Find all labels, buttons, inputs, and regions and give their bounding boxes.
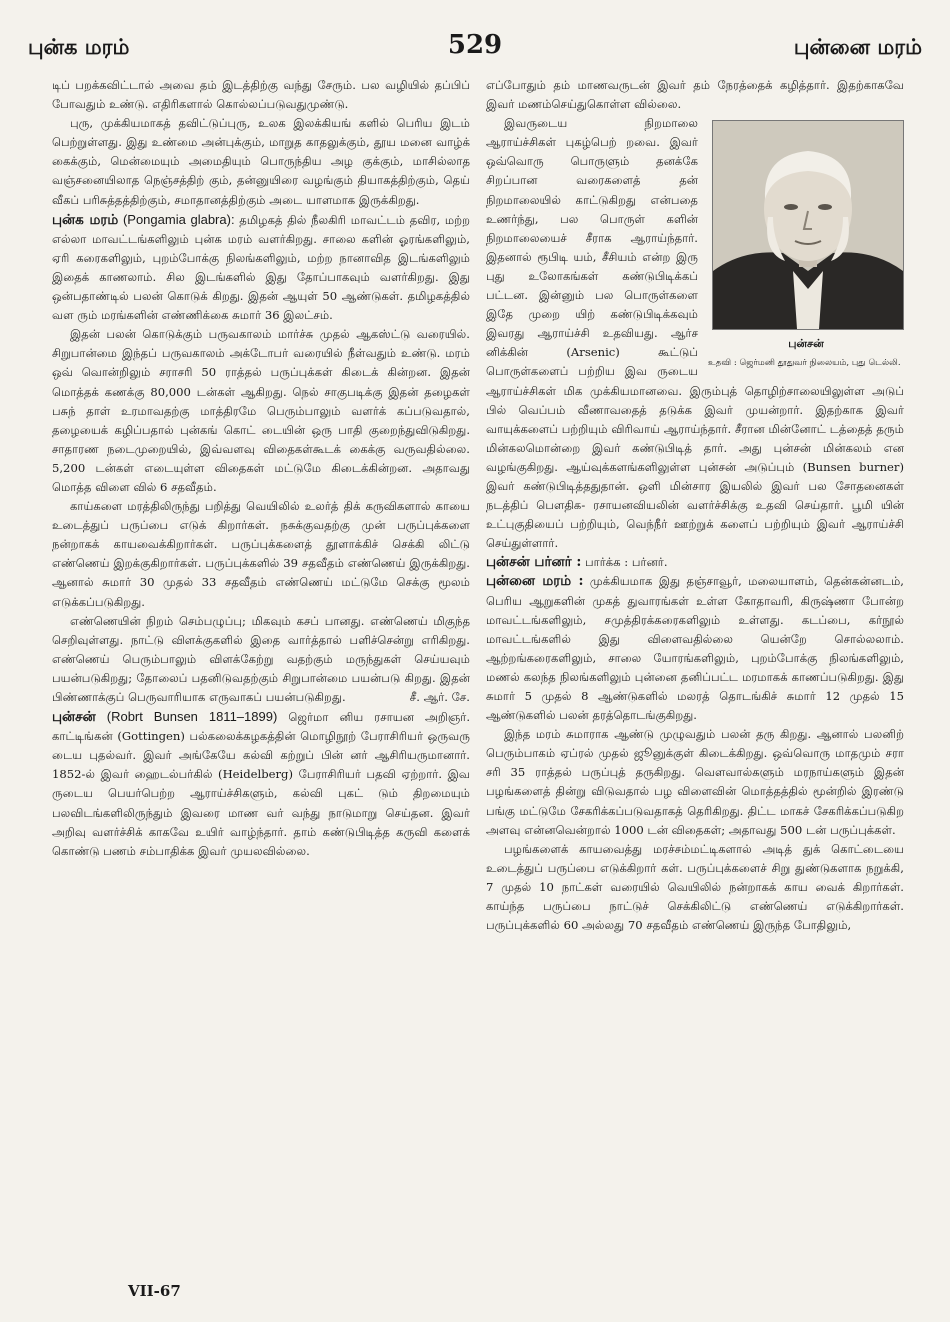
portrait-photo (712, 120, 904, 330)
paragraph: காய்களை மரத்திலிருந்து பறித்து வெயிலில் உலர்த் திக் கருவிகளால் காயை உடைத்துப் பருப்பை எடுக் கிறார்கள். நசுக்குவதற்கு முன் பருப்புக்களை நன்றாகக் காயவைக்கிறார்கள். பருப்புக்களைத் தூளாக்கிச் செக்கி லிட்டு எண்ணெய் இறக்குகிறார்கள். பருப்புக்களில் 39 சதவீதம் எண்ணெய் இருக்கிறது. ஆனால் சுமார் 30 முதல் 33 சதவீதம் எண்ணெய் மட்டுமே செக்கு மூலம் எடுக்கப்படுகிறது. (52, 499, 470, 609)
entry-heading: புன்சன் பர்னர் : (486, 554, 582, 571)
paragraph: பழங்களைக் காயவைத்து மரச்சம்மட்டிகளால் அடித் துக் கொட்டையை உடைத்துப் பருப்பை எடுக்கிறார் கள். பருப்புக்களைச் சிறு துண்டுகளாக நறுக்கி, 7 முதல் 10 நாட்கள் வரையில் வெயிலில் நன்றாகக் காய வைக் கிறார்கள். காய்ந்த பருப்பை நாட்டுச் செக்கிலிட்டு எண்ணெய் எடுக்கிறார்கள். பருப்புக்களில் 60 அல்லது 70 சதவீதம் எண்ணெய் இருந்த போதிலும், (486, 841, 904, 933)
entry-latin-name: (Robrt Bunsen 1811–1899) (106, 709, 278, 725)
cross-reference: பார்க்க : பர்னர். (585, 555, 668, 570)
right-column (486, 76, 904, 935)
entry-heading: புன்சன் (52, 709, 96, 726)
paragraph: இதன் பலன் கொடுக்கும் பருவகாலம் மார்ச்சு முதல் ஆகஸ்ட்டு வரையில். சிறுபான்மை இந்தப் பருவகாலம் அக்டோபர் வரையில் நீள்வதும் உண்டு. மரம் ஒவ் வொன்றிலும் சராசரி 50 ராத்தல் பருப்புக்கள் கிடைக் கின்றன. இதன் மொத்தக் கணக்கு 80,000 டன்கள் ஆகிறது. நெல் சாகுபடிக்கு இதன் தழைகள் பசுந் தாள் உரமாவதற்கு மாத்திரமே பெரும்பாலும் வளர்க் கப்படுவதால், தழையைக் கழிப்பதால் புன்கங் கொட் டையின் ஒரு பாதி குறைந்துவிடுகிறது. சாதாரண நடைமுறையில், இவ்வளவு விதைகள்கூடக் கைக்கு வருவதில்லை. 5,200 டன்கள் எடையுள்ள விதைகள் மட்டுமே கிடைக்கின்றன. அதாவது மொத்த விளை வில் 6 சதவீதம். (52, 327, 470, 494)
entry-punnai (486, 572, 904, 725)
paragraph: இந்த மரம் சுமாராக ஆண்டு முழுவதும் பலன் தரு கிறது. ஆனால் பலனிற் பெரும்பாகம் ஏப்ரல் முதல் ஜூனுக்குள் கிடைக்கிறது. ஒவ்வொரு மாதமும் சரா சரி 35 ராத்தல் பருப்புத் தருகிறது. வௌவால்களும் மரநாய்களும் இதன் பழங்களைத் தின்று விடுவதால் பழ விளைவின் மொத்தத்தில் மூன்றில் இரண்டு பங்கு மட்டுமே சேகரிக்கப்படுவதாகத் தெரிகிறது. திட்ட மாகச் சேகரிக்கப்படுகிற அளவு என்னவென்றால் 1000 டன் விதைகள்; அதாவது 500 டன் பருப்புக்கள். (486, 727, 904, 837)
running-head-left: புன்க மரம் (28, 34, 130, 59)
entry-latin-name: (Pongamia glabra): (122, 211, 235, 227)
paragraph-text: எண்ணெயின் நிறம் செம்பழுப்பு; மிகவும் கசப் பானது. எண்ணெய் மிகுந்த செறிவுள்ளது. நாட்டு விளக்குகளில் இதை வார்த்தால் பளிச்சென்று எரிகிறது. எண்ணெய் பெரும்பாலும் விளக்கேற்று வதற்கும் மருந்துகள் செய்யவும் பயன்படுகிறது; தோலைப் பதனிடுவதற்கும் சிறுபான்மை பயன்படு கிறது. இதன் பிண்ணாக்குப் பெருவாரியாக எருவாகப் பயன்படுகிறது. (52, 613, 470, 704)
entry-text: முக்கியமாக இது தஞ்சாவூர், மலையாளம், தென்கன்னடம், பெரிய ஆறுகளின் முகத் துவாரங்கள் உள்ள கோதாவரி, கிருஷ்ணா போன்ற மாவட்டங்களிலும், சமுத்திரக்கரைகளிலும் உள்ளது. கடப்பை, கர்நூல் மாவட்டங்களில் இது விளைவதில்லை யென்றே சொல்லலாம். ஆற்றங்கரைகளிலும், சாலை யோரங்களிலும், புறம்போக்கு நிலங்களிலும், மணல் கலந்த நிலங்களிலும் புன்னை தனிப்பட்ட மரமாகக் காணப்படுகிறது. இது சுமார் 5 முதல் 8 ஆண்டுகளில் மலரத் தொடங்கிச் சுமார் 12 முதல் 15 ஆண்டுகளில் பலன் தரத்தொடங்குகிறது. (486, 574, 904, 723)
entry-pungai (52, 210, 470, 326)
paragraph: புரு, முக்கியமாகத் தவிட்டுப்புரு, உலக இலக்கியங் களில் பெரிய இடம் பெற்றுள்ளது. இது உண்மை அன்புக்கும், மாறுத காதலுக்கும், தூய மனை வாழ்க் கைக்கும், மென்மையும் அமைதியும் பொருந்திய அழ குக்கும், மாசில்லாத வஞ்சனையிலாத நெஞ்சத்திற் கும், தன்னுயிரை வழங்கும் தியாகத்திற்கும், தெய் வீகப் பரிசுத்தத்திற்கும், சமாதானத்திற்கும் அடை யாளமாக இருக்கிறது. (52, 116, 470, 207)
entry-heading: புன்க மரம் (52, 211, 119, 228)
left-column (52, 76, 470, 861)
entry-bunsen (52, 707, 470, 861)
entry-heading: புன்னை மரம் : (486, 573, 584, 590)
page-header (28, 30, 922, 64)
figure (708, 120, 904, 369)
page-number: 529 (447, 30, 503, 60)
volume-footer: VII-67 (128, 1282, 181, 1300)
entry-text: தமிழகத் தில் நீலகிரி மாவட்டம் தவிர, மற்ற எல்லா மாவட்டங்களிலும் புன்க மரம் வளர்கிறது. சாலை களின் ஓரங்களிலும், ஏரி கரைகளிலும், புறம்போக்கு நிலங்களிலும், மற்ற நானாவித இடங்களிலும் இதைக் காணலாம். சில இடங்களில் இது தோப்பாகவும் வளர்கிறது. இது ஒன்பதாண்டில் பலன் கொடுக் கிறது. இதன் ஆயுள் 50 ஆண்டுகள். தமிழகத்தில் வள ரும் மரங்களின் எண்ணிக்கை சுமார் 36 இலட்சம். (52, 212, 470, 323)
portrait-illustration (713, 121, 903, 329)
paragraph: இவருடைய நிறமாலை ஆராய்ச்சிகள் புகழ்பெற் றவை. இவர் ஒவ்வொரு பொருளும் தனக்கே சிறப்பான வரைகளைத் தன் நிறமாலையில் காட்டுகிறது என்பதை உணர்ந்து, பல பொருள் களின் நிறமாலையைச் சீராக ஆராய்ந்தார். இதனால் ரூபிடி யம், சீசியம் என்ற இரு புது உலோகங்கள் கண்டுபிடிக்கப் பட்டன. இன்னும் பல பொருள்களை இதே முறை யிற் கண்டுபிடிக்கவும் இவரது ஆராய்ச்சி உதவியது. ஆர்ச னிக்கின் (Arsenic) கூட்டுப் பொருள்களைப் பற்றிய இவ ருடைய ஆராய்ச்சிகள் மிக முக்கியமானவை. இரும்புத் தொழிற்சாலையிலுள்ள அடுப் பில் வெப்பம் வீணாவதைத் தடுக்க இவர் முயன்றார். இதற்காக இவர் வாயுக்களைப் பற்றியும் விரிவாய் ஆராய்ந்தார். சீரான மின்னோட் டத்தைத் தரும் மின்கலமொன்றை இவர் கண்டுபிடித் தார். அது புன்சன் மின்கலம் என வழங்குகிறது. ஆய்வுக்களங்களிலுள்ள புன்சன் அடுப்பும் (Bunsen burner) இவர் கண்டுபிடித்ததுதான். ஒளி மின்சார இயலில் இவர் பல சோதனைகள் நடத்திப் பௌதிக- ரசாயனவியலின் வளர்ச்சிக்கு உதவி செய்தார். பூமி யின் உட்புகுதியைப் பற்றியும், வெந்நீர் ஊற்றுக் களைப் பற்றியும் இவர் ஆராய்ச்சி செய்துள்ளார். (486, 116, 904, 551)
paragraph (52, 612, 470, 707)
paragraph: டிப் பறக்கவிட்டால் அவை தம் இடத்திற்கு வந்து சேரும். பல வழியில் தப்பிப் போவதும் உண்டு. எதிரிகளால் கொல்லப்படுவதுமுண்டு. (52, 78, 470, 112)
photo-caption: புன்சன் (788, 337, 824, 351)
author-initials: சீ. ஆர். சே. (409, 690, 470, 704)
running-head-right: புன்னை மரம் (793, 34, 922, 59)
entry-text: ஜெர்மா னிய ரசாயன அறிஞர். காட்டிங்கன் (Gottingen) பல்கலைக்கழகத்தின் மொழிநூற் பேராசிரியர் ஒருவரு டைய புதல்வர். இவர் அங்கேயே கல்வி கற்றுப் பின் னர் ஆசிரியருமானார். 1852-ல் இவர் ஹைடல்பர்கில் (Heidelberg) பேராசிரியர் பதவி ஏற்றார். இவ ருடைய பெயர்பெற்ற ஆராய்ச்சிகளும், கல்வி புகட் டும் திறமையும் பலவிடங்களிலிருந்தும் இவரை மாண வர் வந்து நாடுமாறு செய்தன. இவர் அறிவு வளர்ச்சிக் காகவே உயிர் வாழ்ந்தார். தாம் கண்டுபிடித்த கருவி களைக் கொண்டு பணம் சம்பாதிக்க இவர் முயலவில்லை. (52, 710, 471, 858)
photo-credit: உதவி : ஜெர்மனி தூதுவர் நிலையம், புது டெல்லி. (708, 358, 901, 369)
entry-bunsen-burner (486, 553, 904, 572)
paragraph: எப்போதும் தம் மாணவருடன் இவர் தம் நேரத்தைக் கழித்தார். இதற்காகவே இவர் மணம்செய்துகொள்ள வில்லை. (486, 78, 904, 112)
